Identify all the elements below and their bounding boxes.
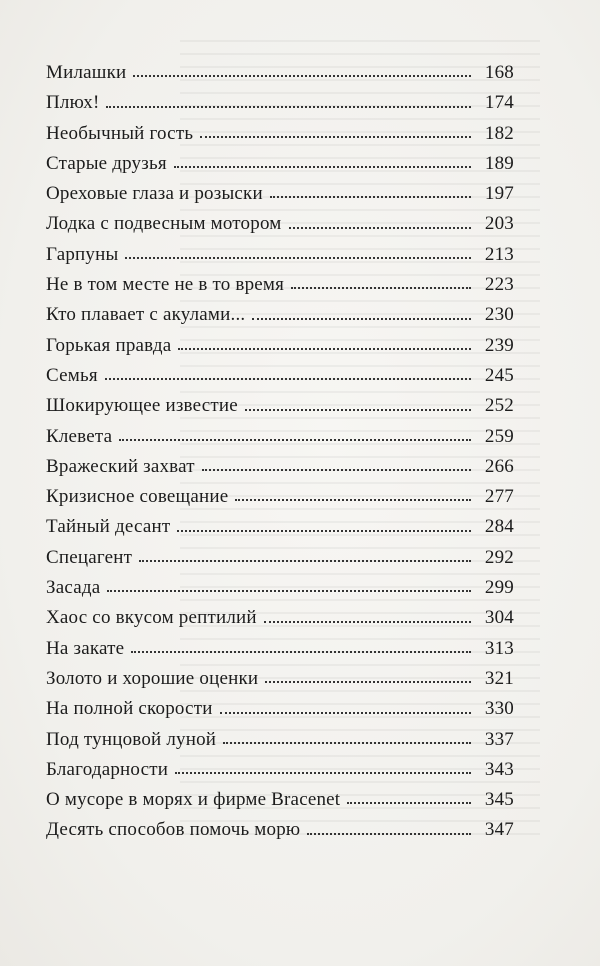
dot-leader (307, 833, 471, 835)
page-number: 239 (484, 334, 514, 356)
page-number: 168 (484, 62, 514, 83)
chapter-title: Хаос со вкусом рептилий (46, 607, 257, 629)
dot-leader (177, 530, 471, 532)
toc-entry (46, 240, 514, 270)
toc-entry (46, 725, 514, 755)
page-number: 266 (484, 455, 514, 477)
toc-entry (46, 755, 514, 785)
toc-entry (46, 179, 514, 209)
page-number: 189 (484, 152, 514, 174)
page-number: 345 (484, 789, 514, 811)
toc-entry (46, 512, 514, 542)
chapter-title: Шокирующее известие (46, 395, 238, 417)
chapter-title: Плюх! (46, 92, 100, 114)
page-number: 182 (484, 122, 514, 144)
chapter-title: Золото и хорошие оценки (46, 667, 259, 689)
dot-leader (289, 227, 471, 229)
dot-leader (265, 681, 471, 683)
chapter-title: Необычный гость (46, 122, 194, 144)
dot-leader (264, 621, 471, 623)
page-number: 245 (484, 364, 514, 386)
page-number: 299 (484, 577, 514, 599)
toc-entry (46, 361, 514, 391)
page-number: 259 (484, 425, 514, 447)
page-number: 313 (484, 637, 514, 659)
page-number: 230 (484, 304, 514, 326)
toc-entry (46, 694, 514, 724)
dot-leader (291, 287, 471, 289)
dot-leader (119, 439, 471, 441)
page-number: 284 (484, 516, 514, 538)
page-number: 347 (484, 819, 514, 841)
chapter-title: На закате (46, 637, 125, 659)
toc-entry (46, 149, 514, 179)
toc-entry (46, 209, 514, 239)
chapter-title: Семья (46, 364, 98, 386)
page-number: 197 (484, 183, 514, 205)
dot-leader (220, 712, 471, 714)
page-number: 292 (484, 546, 514, 568)
page-number: 304 (484, 607, 514, 629)
chapter-title: Старые друзья (46, 152, 167, 174)
page-number: 321 (484, 667, 514, 689)
dot-leader (139, 560, 471, 562)
toc-entry (46, 634, 514, 664)
toc-entry (46, 119, 514, 149)
toc-entry (46, 391, 514, 421)
dot-leader (105, 378, 471, 380)
dot-leader (245, 409, 471, 411)
toc-entry (46, 482, 514, 512)
chapter-title: Милашки (46, 62, 127, 83)
page-number: 203 (484, 213, 514, 235)
dot-leader (347, 802, 471, 804)
dot-leader (107, 590, 471, 592)
chapter-title: Благодарности (46, 758, 169, 780)
dot-leader (202, 469, 471, 471)
dot-leader (223, 742, 471, 744)
dot-leader (125, 257, 471, 259)
page-number: 343 (484, 758, 514, 780)
toc-entry (46, 331, 514, 361)
chapter-title: Гарпуны (46, 243, 119, 265)
dot-leader (175, 772, 471, 774)
dot-leader (270, 196, 471, 198)
chapter-title: Вражеский захват (46, 455, 195, 477)
chapter-title: Под тунцовой луной (46, 728, 217, 750)
page-number: 174 (484, 92, 514, 114)
toc-entry (46, 815, 514, 845)
dot-leader (178, 348, 471, 350)
toc-entry (46, 452, 514, 482)
toc-entry (46, 270, 514, 300)
dot-leader (174, 166, 471, 168)
dot-leader (200, 136, 471, 138)
chapter-title: Десять способов помочь морю (46, 819, 301, 841)
page-number: 277 (484, 486, 514, 508)
toc-entry (46, 785, 514, 815)
chapter-title: О мусоре в морях и фирме Bracenet (46, 789, 341, 811)
dot-leader (252, 318, 471, 320)
toc-entry (46, 88, 514, 118)
toc-entry (46, 573, 514, 603)
toc-entry (46, 300, 514, 330)
chapter-title: Спецагент (46, 546, 133, 568)
chapter-title: Не в том месте не в то время (46, 274, 285, 296)
table-of-contents (46, 58, 514, 846)
dot-leader (131, 651, 471, 653)
page-number: 252 (484, 395, 514, 417)
chapter-title: Кто плавает с акулами... (46, 304, 246, 326)
toc-entry (46, 543, 514, 573)
page-number: 223 (484, 274, 514, 296)
chapter-title: Лодка с подвесным мотором (46, 213, 282, 235)
dot-leader (133, 75, 471, 77)
chapter-title: Кризисное совещание (46, 486, 229, 508)
chapter-title: На полной скорости (46, 698, 213, 720)
toc-entry (46, 422, 514, 452)
chapter-title: Клевета (46, 425, 113, 447)
toc-entry (46, 58, 514, 88)
page-number: 337 (484, 728, 514, 750)
page-number: 213 (484, 243, 514, 265)
toc-entry (46, 664, 514, 694)
chapter-title: Ореховые глаза и розыски (46, 183, 263, 205)
dot-leader (106, 106, 471, 108)
toc-entry (46, 603, 514, 633)
chapter-title: Засада (46, 577, 101, 599)
page-number: 330 (484, 698, 514, 720)
dot-leader (235, 499, 471, 501)
chapter-title: Горькая правда (46, 334, 172, 356)
chapter-title: Тайный десант (46, 516, 171, 538)
